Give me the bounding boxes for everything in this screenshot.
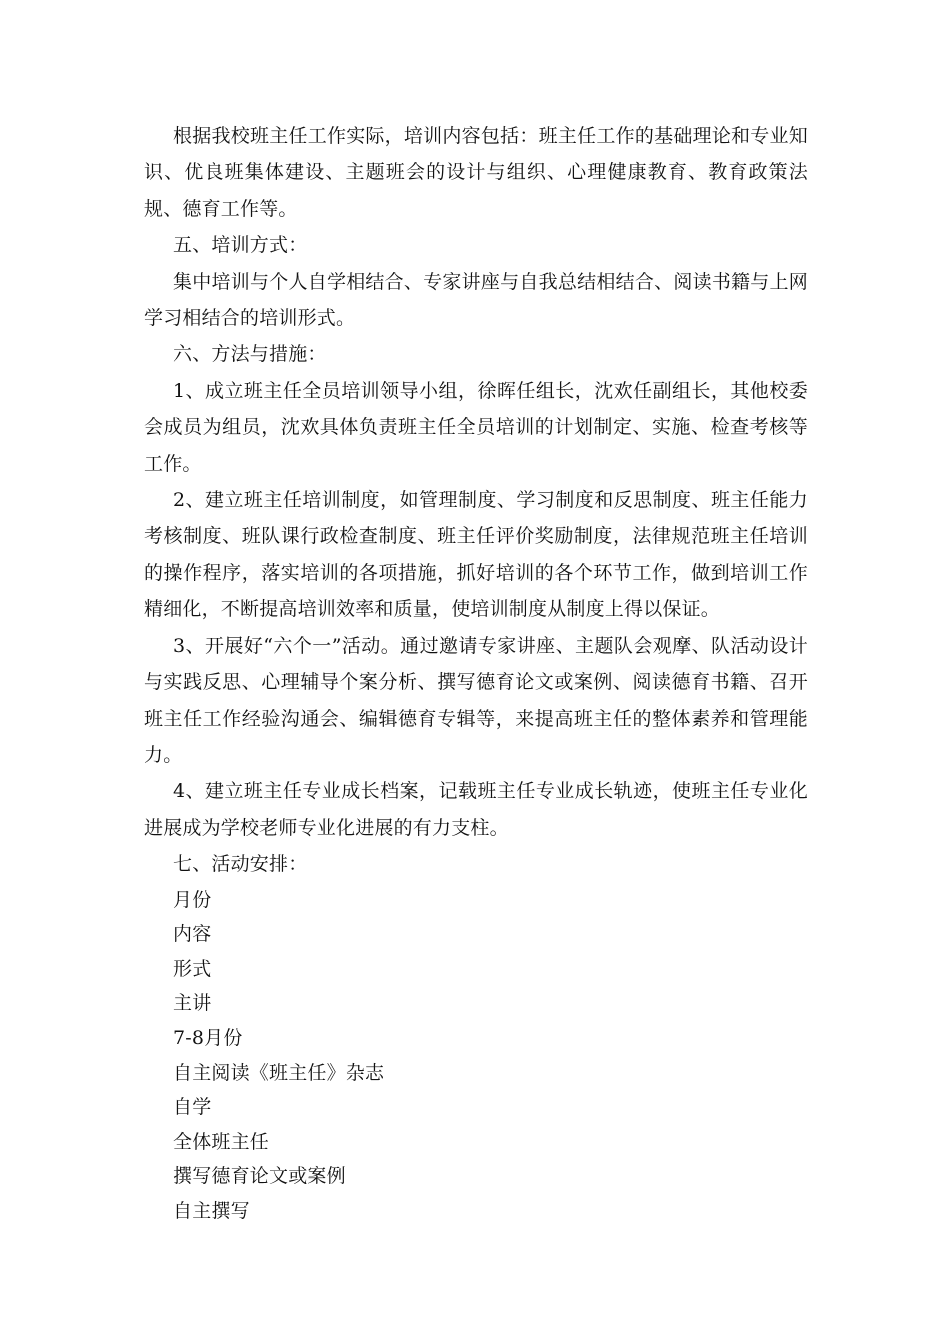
heading-training-method: 五、培训方式： [173,234,308,257]
paragraph-measure-2: 2、建立班主任培训制度，如管理制度、学习制度和反思制度、班主任能力考核制度、班队课行政检查制度、班主任评价奖励制度，法律规范班主任培训的操作程序，落实培训的各项措施，抓好培训的各个环节工作，做到培训工作精细化，不断提高培训效率和质量，使培训制度从制度上得以保证。 [144,489,808,621]
schedule-item: 7-8月份 [173,1026,243,1049]
document-body [144,118,808,1228]
schedule-item: 形式 [173,957,212,980]
paragraph-training-method: 集中培训与个人自学相结合、专家讲座与自我总结相结合、阅读书籍与上网学习相结合的培训形式。 [144,270,808,330]
schedule-item: 内容 [173,923,212,946]
schedule-item: 自主阅读《班主任》杂志 [173,1061,385,1084]
heading-activity-schedule: 七、活动安排： [173,853,308,876]
paragraph-measure-4: 4、建立班主任专业成长档案，记载班主任专业成长轨迹，使班主任专业化进展成为学校老师专业化进展的有力支柱。 [144,780,808,839]
schedule-item: 主讲 [173,992,212,1015]
schedule-item: 月份 [173,888,212,911]
schedule-item: 全体班主任 [173,1130,270,1153]
heading-methods-measures: 六、方法与措施： [173,343,327,366]
paragraph-training-content: 根据我校班主任工作实际，培训内容包括：班主任工作的基础理论和专业知识、优良班集体建设、主题班会的设计与组织、心理健康教育、教育政策法规、德育工作等。 [144,125,808,220]
schedule-item: 自主撰写 [173,1199,250,1222]
schedule-item: 撰写德育论文或案例 [173,1165,346,1188]
schedule-item: 自学 [173,1096,212,1119]
paragraph-measure-3: 3、开展好“六个一”活动。通过邀请专家讲座、主题队会观摩、队活动设计与实践反思、心理辅导个案分析、撰写德育论文或案例、阅读德育书籍、召开班主任工作经验沟通会、编辑德育专辑等，来提高班主任的整体素养和管理能力。 [144,634,808,766]
paragraph-measure-1: 1、成立班主任全员培训领导小组，徐晖任组长，沈欢任副组长，其他校委会成员为组员，沈欢具体负责班主任全员培训的计划制定、实施、检查考核等工作。 [144,379,808,475]
